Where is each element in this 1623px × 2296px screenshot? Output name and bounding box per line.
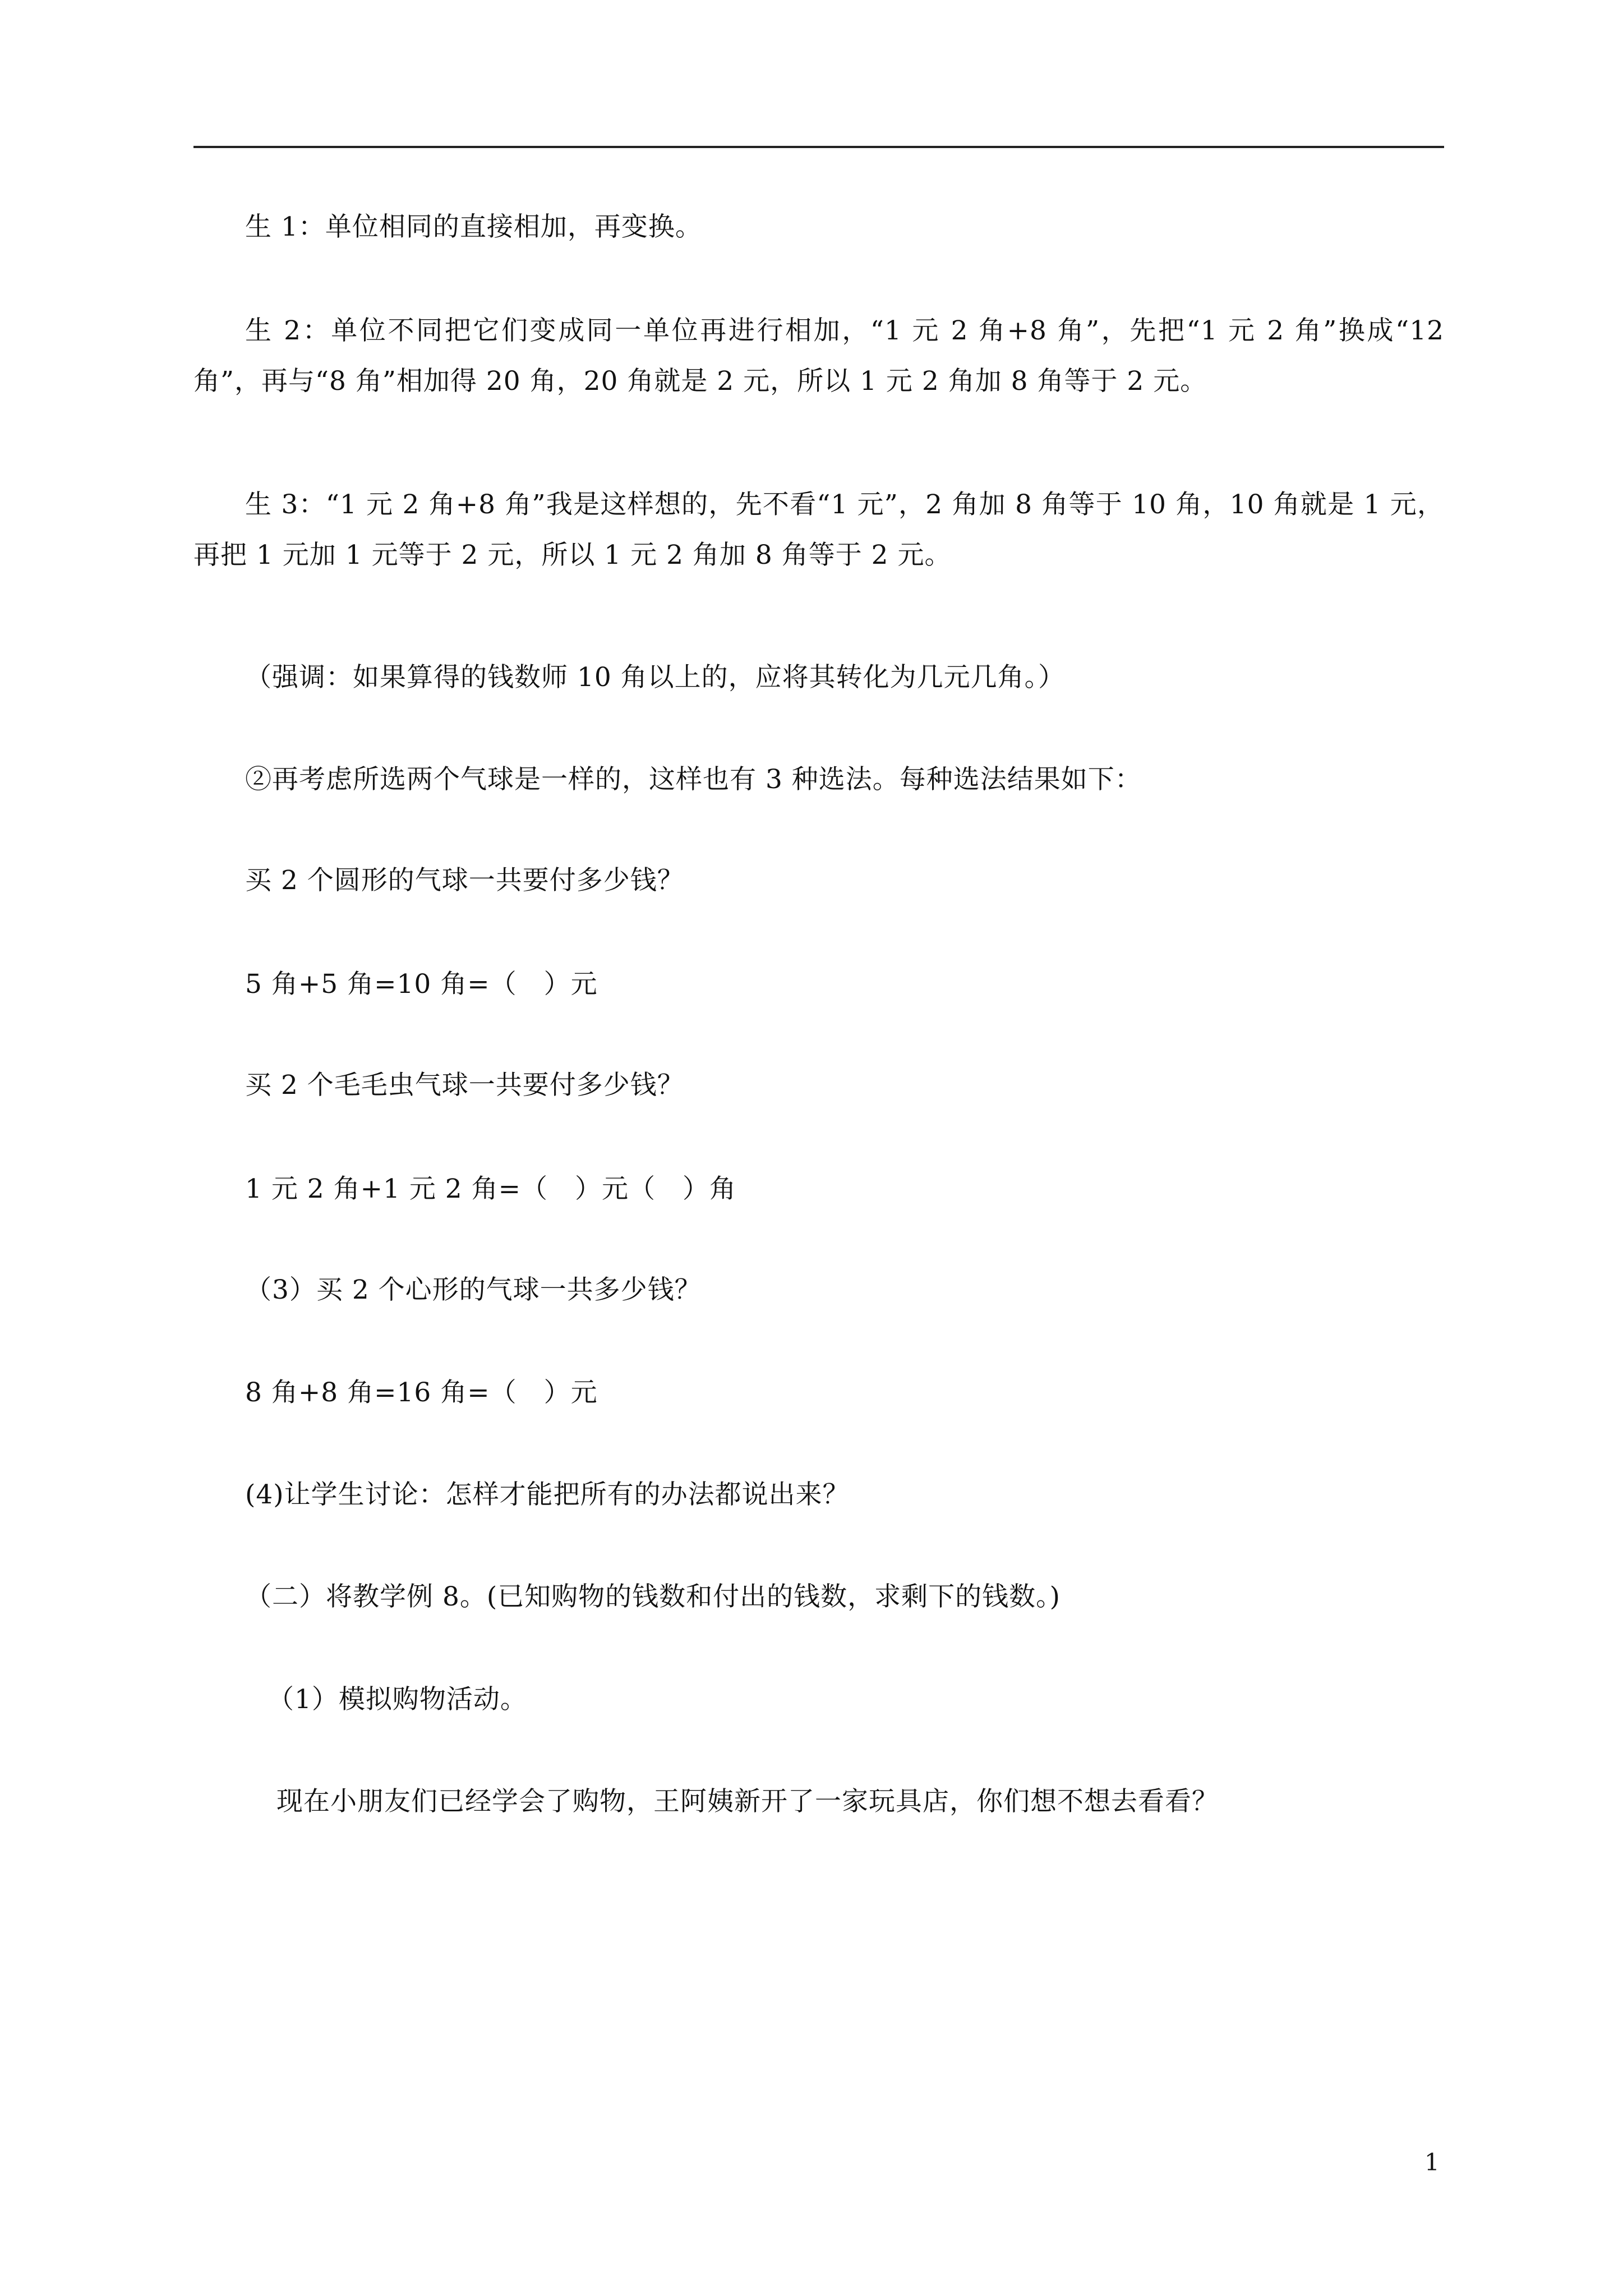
paragraph-student-3: 生 3：“1 元 2 角+8 角”我是这样想的，先不看“1 元”，2 角加 8 角等于 10 角，10 角就是 1 元，再把 1 元加 1 元等于 2 元，所以 1 元 2 角加 8 角等于 2 元。 (193, 489, 1444, 570)
section-heading-example-8: （二）将教学例 8。(已知购物的钱数和付出的钱数，求剩下的钱数。) (245, 1581, 1061, 1612)
equation-round-balloons: 5 角+5 角=10 角=（ ）元 (245, 969, 598, 1000)
equation-caterpillar-balloons: 1 元 2 角+1 元 2 角=（ ）元（ ）角 (245, 1174, 737, 1204)
question-caterpillar-balloons: 买 2 个毛毛虫气球一共要付多少钱？ (245, 1070, 684, 1101)
paragraph-student-1: 生 1：单位相同的直接相加，再变换。 (245, 211, 702, 242)
paragraph-discussion: (4)让学生讨论：怎样才能把所有的办法都说出来？ (245, 1479, 850, 1510)
page-number: 1 (1424, 2148, 1440, 2176)
header-rule (193, 146, 1444, 148)
paragraph-student-2: 生 2：单位不同把它们变成同一单位再进行相加，“1 元 2 角+8 角”，先把“1 元 2 角”换成“12 角”，再与“8 角”相加得 20 角，20 角就是 2 元，所以 1 元 2 角加 8 角等于 2 元。 (193, 315, 1444, 397)
subheading-shopping-activity: （1）模拟购物活动。 (268, 1684, 527, 1715)
equation-heart-balloons: 8 角+8 角=16 角=（ ）元 (245, 1377, 598, 1408)
paragraph-toy-store: 现在小朋友们已经学会了购物，王阿姨新开了一家玩具店，你们想不想去看看？ (276, 1786, 1219, 1817)
paragraph-same-balloons: ②再考虑所选两个气球是一样的，这样也有 3 种选法。每种选法结果如下： (245, 764, 1142, 795)
question-round-balloons: 买 2 个圆形的气球一共要付多少钱？ (245, 865, 684, 896)
paragraph-emphasis-note: （强调：如果算得的钱数师 10 角以上的，应将其转化为几元几角。） (245, 662, 1066, 693)
question-heart-balloons: （3）买 2 个心形的气球一共多少钱？ (245, 1274, 702, 1305)
